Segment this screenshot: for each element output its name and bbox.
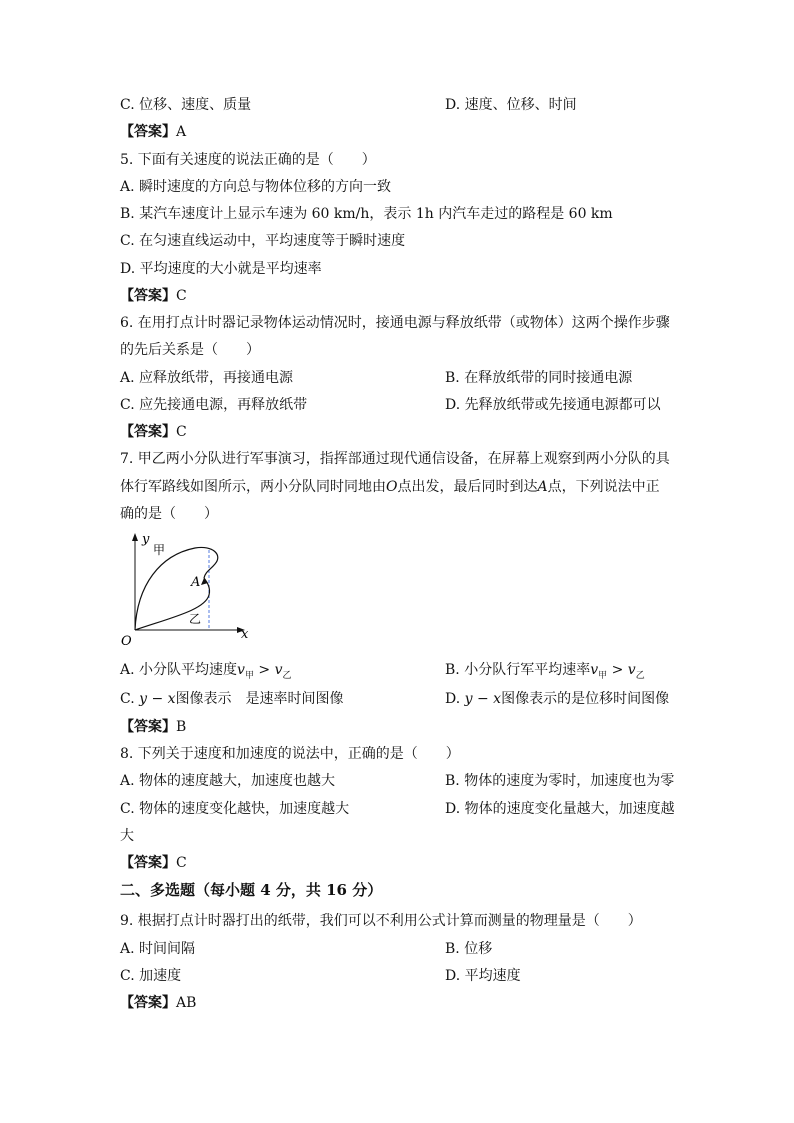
q4-option-c: C. 位移、速度、质量 bbox=[120, 97, 252, 113]
section-title: 二、多选题（每小题 4 分，共 16 分） bbox=[120, 881, 383, 899]
point-a-label: A bbox=[537, 479, 548, 495]
q8-option-d: D. 物体的速度变化量越大，加速度越 bbox=[445, 801, 675, 817]
q7-stem-line2 bbox=[120, 478, 660, 496]
q8-option-a: A. 物体的速度越大，加速度也越大 bbox=[120, 773, 336, 789]
y-axis-label: y bbox=[142, 532, 150, 547]
q8-answer bbox=[120, 854, 187, 872]
figure-point-a-label: A bbox=[191, 575, 201, 590]
subscript-yi: 乙 bbox=[282, 670, 292, 681]
velocity-symbol: v bbox=[237, 662, 245, 678]
q8-option-d-wrap: 大 bbox=[120, 828, 134, 844]
x-axis-label: x bbox=[241, 627, 249, 642]
q7-stem-line3: 确的是（ ） bbox=[120, 506, 218, 522]
answer-value: C bbox=[176, 855, 187, 871]
velocity-symbol: v bbox=[627, 662, 636, 678]
q6-option-a: A. 应释放纸带，再接通电源 bbox=[120, 370, 294, 386]
answer-value: A bbox=[176, 124, 187, 140]
answer-value: B bbox=[176, 719, 187, 735]
q7-answer bbox=[120, 718, 186, 736]
q9-option-d: D. 平均速度 bbox=[445, 968, 521, 984]
answer-value: AB bbox=[176, 995, 197, 1011]
subscript-jia: 甲 bbox=[598, 670, 608, 681]
option-text: C. bbox=[120, 691, 140, 707]
q7-stem-part: 体行军路线如图所示，两小分队同时同地由 bbox=[120, 479, 386, 495]
q7-stem-part: 点出发，最后同时到达 bbox=[397, 479, 538, 495]
q6-stem-line2: 的先后关系是（ ） bbox=[120, 342, 260, 358]
math-expression: y − x bbox=[464, 691, 502, 707]
greater-than: > bbox=[607, 662, 628, 678]
q7-option-b bbox=[445, 661, 645, 685]
answer-value: C bbox=[176, 424, 187, 440]
q7-option-c bbox=[120, 690, 344, 708]
math-expression: y − x bbox=[139, 691, 176, 707]
q7-path-figure bbox=[115, 530, 260, 648]
q5-option-b: B. 某汽车速度计上显示车速为 60 km/h，表示 1h 内汽车走过的路程是 60 km bbox=[120, 206, 613, 222]
answer-label: 【答案】 bbox=[120, 719, 176, 735]
q4-option-d: D. 速度、位移、时间 bbox=[445, 97, 577, 113]
q7-stem-part: 点，下列说法中正 bbox=[547, 479, 660, 495]
q7-option-a bbox=[120, 661, 292, 685]
q4-answer bbox=[120, 123, 186, 141]
velocity-symbol: v bbox=[590, 662, 599, 678]
origin-label: O bbox=[121, 634, 132, 648]
q9-option-c: C. 加速度 bbox=[120, 968, 182, 984]
answer-label: 【答案】 bbox=[120, 995, 176, 1011]
q6-stem-line1: 6. 在用打点计时器记录物体运动情况时，接通电源与释放纸带（或物体）这两个操作步骤 bbox=[120, 315, 670, 331]
q9-answer bbox=[120, 994, 196, 1012]
q6-answer bbox=[120, 423, 187, 441]
q6-option-b: B. 在释放纸带的同时接通电源 bbox=[445, 370, 633, 386]
q7-option-d bbox=[445, 690, 669, 708]
y-axis-arrow bbox=[132, 533, 138, 541]
answer-label: 【答案】 bbox=[120, 288, 176, 304]
q9-stem: 9. 根据打点计时器打出的纸带，我们可以不利用公式计算而测量的物理量是（ ） bbox=[120, 913, 642, 929]
q8-option-c: C. 物体的速度变化越快，加速度越大 bbox=[120, 801, 350, 817]
option-text: 图像表示 是速率时间图像 bbox=[175, 691, 344, 707]
point-o-label: O bbox=[386, 479, 398, 495]
greater-than: > bbox=[253, 662, 275, 678]
answer-label: 【答案】 bbox=[120, 424, 176, 440]
subscript-jia: 甲 bbox=[244, 670, 254, 681]
option-text: 图像表示的是位移时间图像 bbox=[501, 691, 670, 707]
q8-stem: 8. 下列关于速度和加速度的说法中，正确的是（ ） bbox=[120, 746, 460, 762]
q8-option-b: B. 物体的速度为零时，加速度也为零 bbox=[445, 773, 675, 789]
path-jia-label: 甲 bbox=[153, 543, 166, 557]
answer-value: C bbox=[176, 288, 187, 304]
q5-answer bbox=[120, 287, 187, 305]
q5-stem: 5. 下面有关速度的说法正确的是（ ） bbox=[120, 152, 376, 168]
option-text: D. bbox=[445, 691, 465, 707]
q5-option-d: D. 平均速度的大小就是平均速率 bbox=[120, 261, 322, 277]
q9-option-a: A. 时间间隔 bbox=[120, 941, 196, 957]
q6-option-c: C. 应先接通电源，再释放纸带 bbox=[120, 397, 308, 413]
option-text: A. 小分队平均速度 bbox=[120, 662, 238, 678]
q5-option-a: A. 瞬时速度的方向总与物体位移的方向一致 bbox=[120, 179, 392, 195]
q5-option-c: C. 在匀速直线运动中，平均速度等于瞬时速度 bbox=[120, 233, 406, 249]
q7-stem-line1: 7. 甲乙两小分队进行军事演习，指挥部通过现代通信设备，在屏幕上观察到两小分队的具 bbox=[120, 451, 670, 467]
q6-option-d: D. 先释放纸带或先接通电源都可以 bbox=[445, 397, 661, 413]
q9-option-b: B. 位移 bbox=[445, 941, 493, 957]
answer-label: 【答案】 bbox=[120, 124, 176, 140]
subscript-yi: 乙 bbox=[635, 670, 645, 681]
answer-label: 【答案】 bbox=[120, 855, 176, 871]
path-yi-label: 乙 bbox=[189, 612, 202, 626]
path-jia bbox=[135, 547, 218, 630]
option-text: B. 小分队行军平均速率 bbox=[445, 662, 591, 678]
velocity-symbol: v bbox=[274, 662, 283, 678]
